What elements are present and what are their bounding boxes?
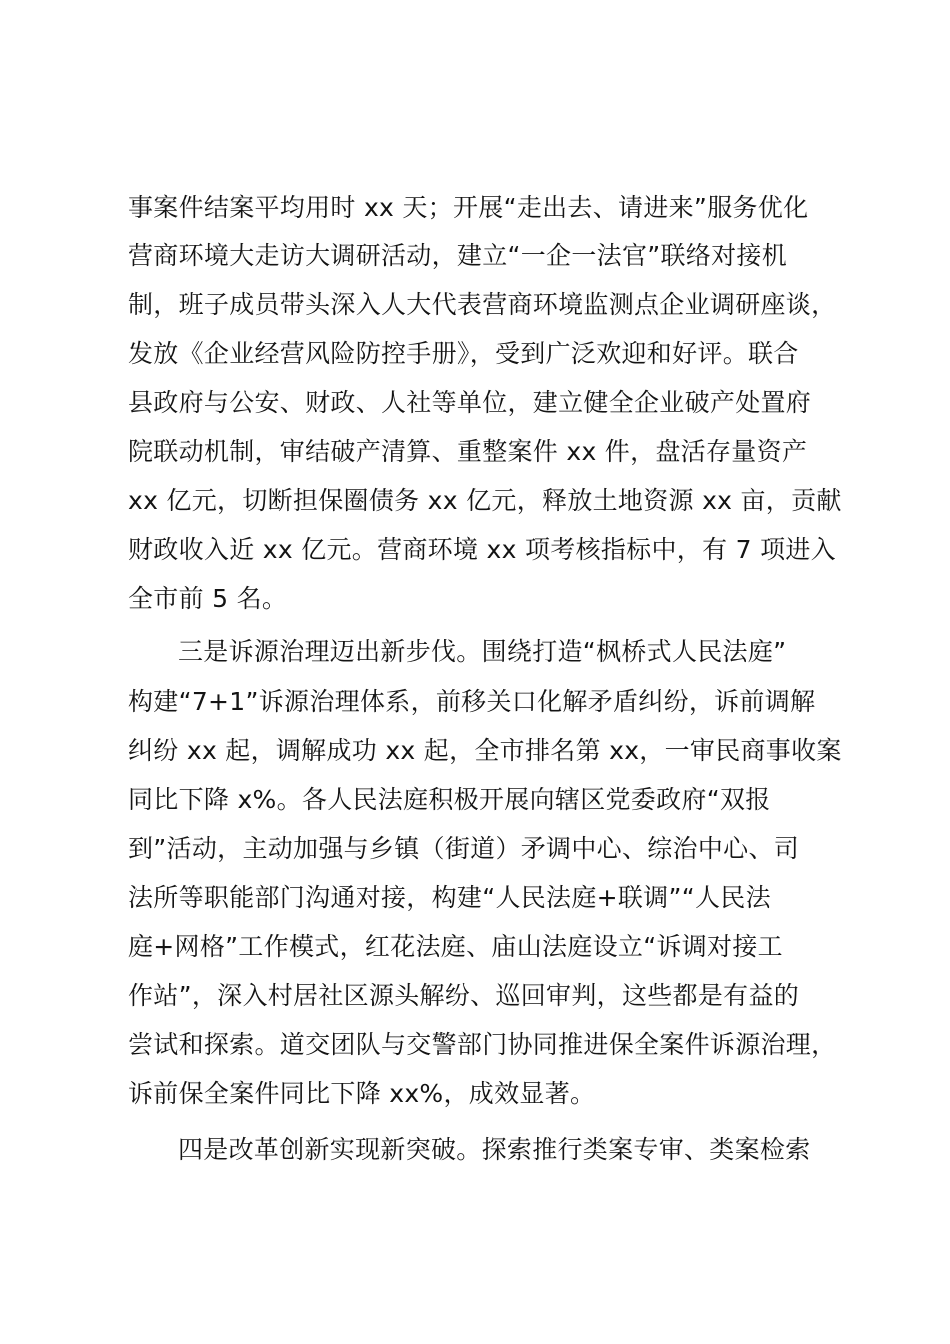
- text-line-19: 诉前保全案件同比下降 xx%，成效显著。: [128, 1079, 596, 1108]
- text-line-8: 财政收入近 xx 亿元。营商环境 xx 项考核指标中，有 7 项进入: [128, 535, 836, 564]
- text-line-15: 法所等职能部门沟通对接，构建“人民法庭+联调”“人民法: [128, 883, 771, 912]
- text-line-6: 院联动机制，审结破产清算、重整案件 xx 件，盘活存量资产: [128, 437, 808, 466]
- text-line-3: 制，班子成员带头深入人大代表营商环境监测点企业调研座谈，: [128, 290, 837, 319]
- text-line-11: 构建“7+1”诉源治理体系，前移关口化解矛盾纠纷，诉前调解: [128, 687, 816, 716]
- text-line-1: 事案件结案平均用时 xx 天；开展“走出去、请进来”服务优化: [128, 193, 809, 222]
- text-line-7: xx 亿元，切断担保圈债务 xx 亿元，释放土地资源 xx 亩，贡献: [128, 486, 842, 515]
- text-line-2: 营商环境大走访大调研活动，建立“一企一法官”联络对接机: [128, 241, 788, 270]
- text-line-14: 到”活动，主动加强与乡镇（街道）矛调中心、综治中心、司: [128, 834, 800, 863]
- text-line-16: 庭+网格”工作模式，红花法庭、庙山法庭设立“诉调对接工: [128, 932, 783, 961]
- text-line-9: 全市前 5 名。: [128, 584, 288, 613]
- paragraph-4-start: 四是改革创新实现新突破。探索推行类案专审、类案检索: [178, 1135, 811, 1164]
- text-line-17: 作站”，深入村居社区源头解纷、巡回审判，这些都是有益的: [128, 981, 800, 1010]
- paragraph-3-start: 三是诉源治理迈出新步伐。围绕打造“枫桥式人民法庭”: [178, 637, 787, 666]
- text-line-5: 县政府与公安、财政、人社等单位，建立健全企业破产处置府: [128, 388, 812, 417]
- text-line-18: 尝试和探索。道交团队与交警部门协同推进保全案件诉源治理，: [128, 1030, 837, 1059]
- text-line-13: 同比下降 x%。各人民法庭积极开展向辖区党委政府“双报: [128, 785, 771, 814]
- text-line-12: 纠纷 xx 起，调解成功 xx 起，全市排名第 xx，一审民商事收案: [128, 736, 842, 765]
- text-line-4: 发放《企业经营风险防控手册》，受到广泛欢迎和好评。联合: [128, 339, 799, 368]
